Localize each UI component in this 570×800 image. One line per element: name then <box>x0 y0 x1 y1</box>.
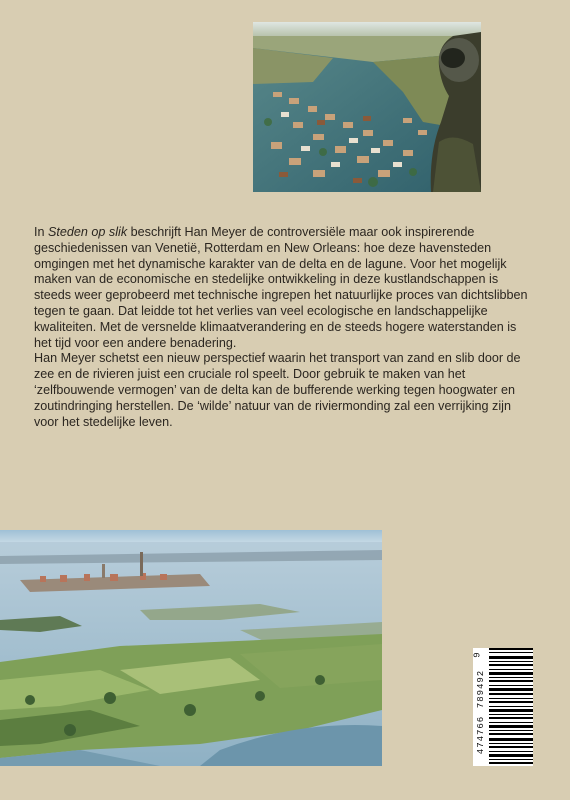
blurb-paragraph-2: Han Meyer schetst een nieuw perspectief waarin het transport van zand en slib door de zee en de rivieren juist een cruciale rol speelt. Door gebruik te maken van het ‘zelfbouwende vermogen’ van de delta kan de bufferende werking tegen hoogwater en zoutindringing herstellen. De ‘wilde’ natuur van de riviermonding zal een verrijking zijn voor het stedelijke leven. <box>34 351 521 429</box>
book-title: Steden op slik <box>48 225 128 239</box>
barcode-digits-group-2: 474766 <box>476 715 486 755</box>
barcode-first-digit: 9 <box>473 652 483 658</box>
blurb-intro-prefix: In <box>34 225 49 239</box>
lagoon-aerial-photo <box>0 530 382 766</box>
blurb-intro-text: beschrijft Han Meyer de controversiële maar ook inspirerende geschiedenissen van Venetië, Rotterdam en New Orleans: hoe deze havensteden omgingen met het dynamische karakter van de delta en de lagune. Voor het mogelijk maken van de economische en stedelijke ontwikkeling in deze kustlandschappen is steeds weer geprobeerd met technische ingrepen het natuurlijke proces van dichtslibben tegen te gaan. Dat leidde tot het verlies van veel ecologische en landschappelijke kwaliteiten. Met de versnelde klimaatverandering en de steeds hogere waterstanden is het tijd voor een andere benadering. <box>34 225 528 350</box>
isbn-barcode <box>473 648 533 766</box>
flooded-neighborhood-aerial-photo <box>253 22 481 192</box>
barcode-bars <box>489 648 533 766</box>
blurb-paragraph-1 <box>34 225 534 351</box>
back-cover-blurb <box>34 225 534 430</box>
barcode-digits-group-1: 789492 <box>476 669 486 709</box>
